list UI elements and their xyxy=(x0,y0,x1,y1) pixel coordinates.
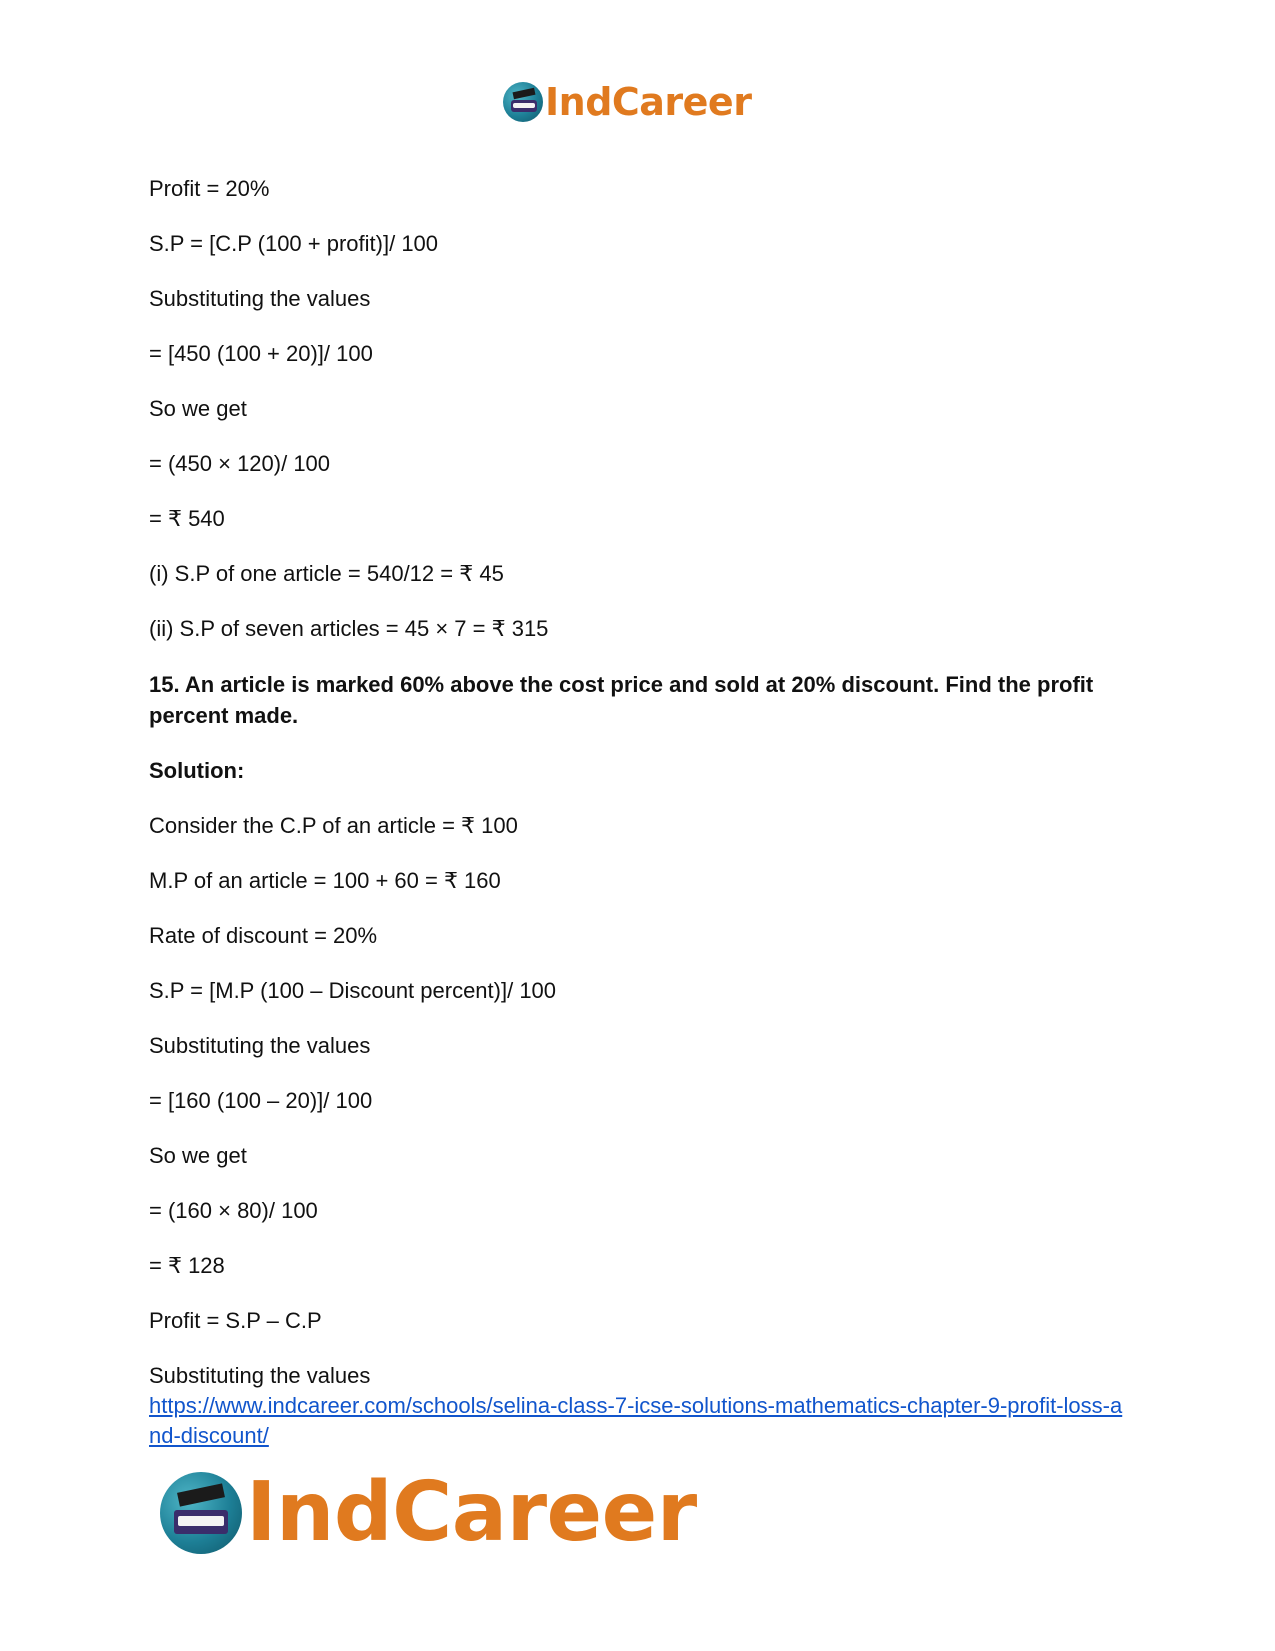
text-line: So we get xyxy=(149,396,247,421)
solution-line: = [160 (100 – 20)]/ 100 xyxy=(149,1088,373,1113)
text-line: = [450 (100 + 20)]/ 100 xyxy=(149,341,373,366)
solution-line: Profit = S.P – C.P xyxy=(149,1308,322,1333)
text-line: (ii) S.P of seven articles = 45 × 7 = ₹ 315 xyxy=(149,616,549,641)
text-line: = ₹ 540 xyxy=(149,506,225,531)
question-15: 15. An article is marked 60% above the cost price and sold at 20% discount. Find the profit percent made. xyxy=(149,672,1094,728)
footer-logo-text: IndCareer xyxy=(246,1465,697,1560)
text-line: (i) S.P of one article = 540/12 = ₹ 45 xyxy=(149,561,504,586)
solution-line: Substituting the values xyxy=(149,1363,371,1388)
text-line: Substituting the values xyxy=(149,286,371,311)
header-logo xyxy=(503,82,751,122)
solution-line: Substituting the values xyxy=(149,1033,371,1058)
solution-line: So we get xyxy=(149,1143,247,1168)
text-line: = (450 × 120)/ 100 xyxy=(149,451,331,476)
graduation-cap-book-icon xyxy=(503,82,543,122)
header-logo-text: IndCareer xyxy=(545,80,752,124)
solution-line: Rate of discount = 20% xyxy=(149,923,378,948)
solution-line: M.P of an article = 100 + 60 = ₹ 160 xyxy=(149,868,501,893)
graduation-cap-book-icon xyxy=(160,1472,242,1554)
solution-label: Solution: xyxy=(149,758,245,783)
document-body xyxy=(149,174,1129,1451)
footer-logo xyxy=(160,1465,697,1560)
footer-source-link[interactable]: https://www.indcareer.com/schools/selina-class-7-icse-solutions-mathematics-chapter-9-profit-loss-and-discount/ xyxy=(149,1393,1123,1448)
text-line: Profit = 20% xyxy=(149,176,270,201)
solution-line: Consider the C.P of an article = ₹ 100 xyxy=(149,813,518,838)
solution-line: = ₹ 128 xyxy=(149,1253,225,1278)
solution-line: S.P = [M.P (100 – Discount percent)]/ 100 xyxy=(149,978,557,1003)
text-line: S.P = [C.P (100 + profit)]/ 100 xyxy=(149,231,439,256)
solution-line: = (160 × 80)/ 100 xyxy=(149,1198,318,1223)
